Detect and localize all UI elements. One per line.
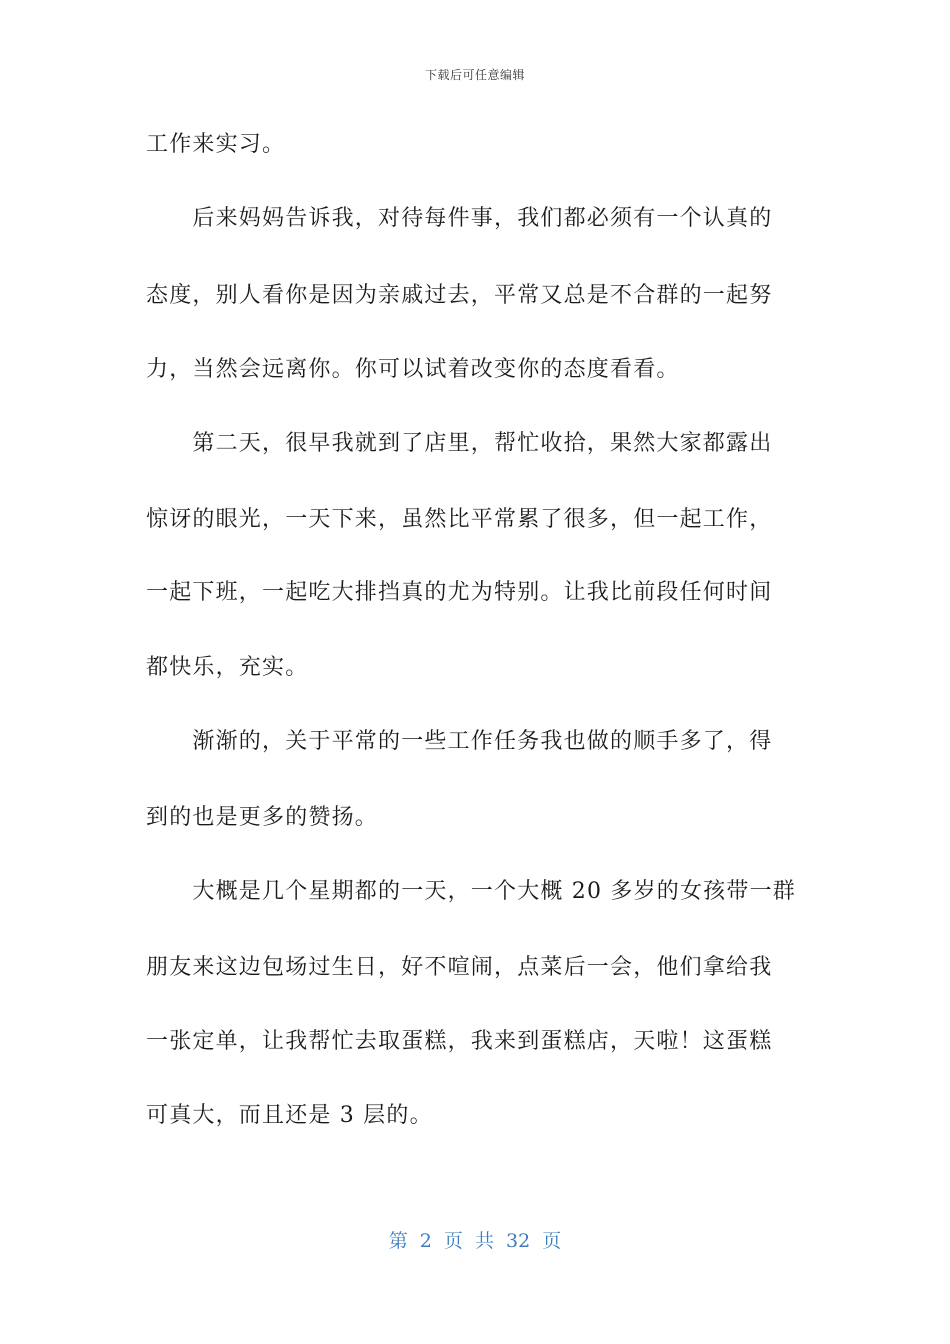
body-line: 第二天，很早我就到了店里，帮忙收拾，果然大家都露出 <box>146 431 773 456</box>
body-line: 都快乐，充实。 <box>146 655 309 680</box>
body-line: 后来妈妈告诉我，对待每件事，我们都必须有一个认真的 <box>146 206 773 231</box>
body-line: 一起下班，一起吃大排挡真的尤为特别。让我比前段任何时间 <box>146 580 773 605</box>
body-line: 态度，别人看你是因为亲戚过去，平常又总是不合群的一起努 <box>146 283 773 308</box>
body-line: 力，当然会远离你。你可以试着改变你的态度看看。 <box>146 357 680 382</box>
body-line: 到的也是更多的赞扬。 <box>146 805 379 830</box>
page-header: 下载后可任意编辑 <box>424 68 525 82</box>
body-line: 可真大，而且还是 3 层的。 <box>146 1103 433 1128</box>
body-line: 工作来实习。 <box>146 132 286 157</box>
body-line: 惊讶的眼光，一天下来，虽然比平常累了很多，但一起工作， <box>146 507 773 532</box>
body-line: 一张定单，让我帮忙去取蛋糕，我来到蛋糕店，天啦！这蛋糕 <box>146 1029 773 1054</box>
page-number: 第 2 页 共 32 页 <box>388 1230 562 1252</box>
body-line: 朋友来这边包场过生日，好不喧闹，点菜后一会，他们拿给我 <box>146 955 773 980</box>
body-line: 渐渐的，关于平常的一些工作任务我也做的顺手多了，得 <box>146 729 773 754</box>
body-line: 大概是几个星期都的一天，一个大概 20 多岁的女孩带一群 <box>146 879 796 904</box>
